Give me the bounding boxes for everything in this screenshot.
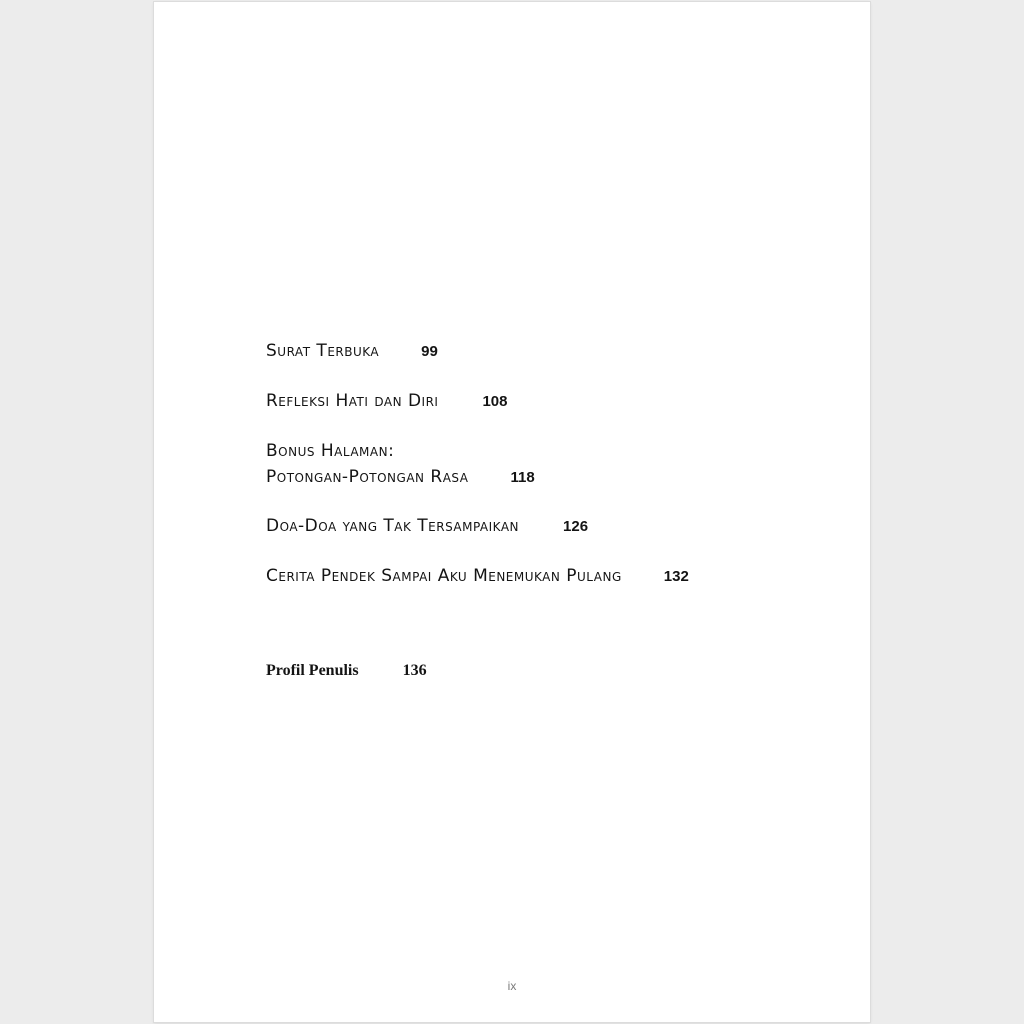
toc-entry-cerita-pendek [266,563,689,590]
toc-entry-title: Refleksi Hati dan Diri [266,391,439,411]
toc-entry-surat-terbuka [266,338,438,365]
toc-entry-profil-penulis [266,660,427,682]
toc-entry-title: Surat Terbuka [266,341,380,361]
toc-entry-title: Profil Penulis [266,662,359,679]
toc-entry-page-number: 136 [402,662,427,679]
toc-entry-page-number: 132 [663,568,689,585]
toc-entry-refleksi [266,388,507,415]
toc-entry-title: Cerita Pendek Sampai Aku Menemukan Pulang [266,566,622,586]
page-folio: ix [507,979,517,993]
toc-entry-bonus-halaman [266,438,535,491]
toc-entry-title: Doa-Doa yang Tak Tersampaikan [266,516,520,536]
toc-entry-page-number: 126 [563,518,589,535]
toc-entry-title-line-2: Potongan-Potongan Rasa [266,467,469,487]
toc-entry-page-number: 118 [510,469,535,486]
toc-entry-page-number: 99 [421,343,438,360]
toc-entry-page-number: 108 [482,393,508,410]
document-page [154,2,870,1022]
toc-entry-doa-doa [266,513,588,540]
toc-entry-title-line-1: Bonus Halaman: [266,441,395,461]
